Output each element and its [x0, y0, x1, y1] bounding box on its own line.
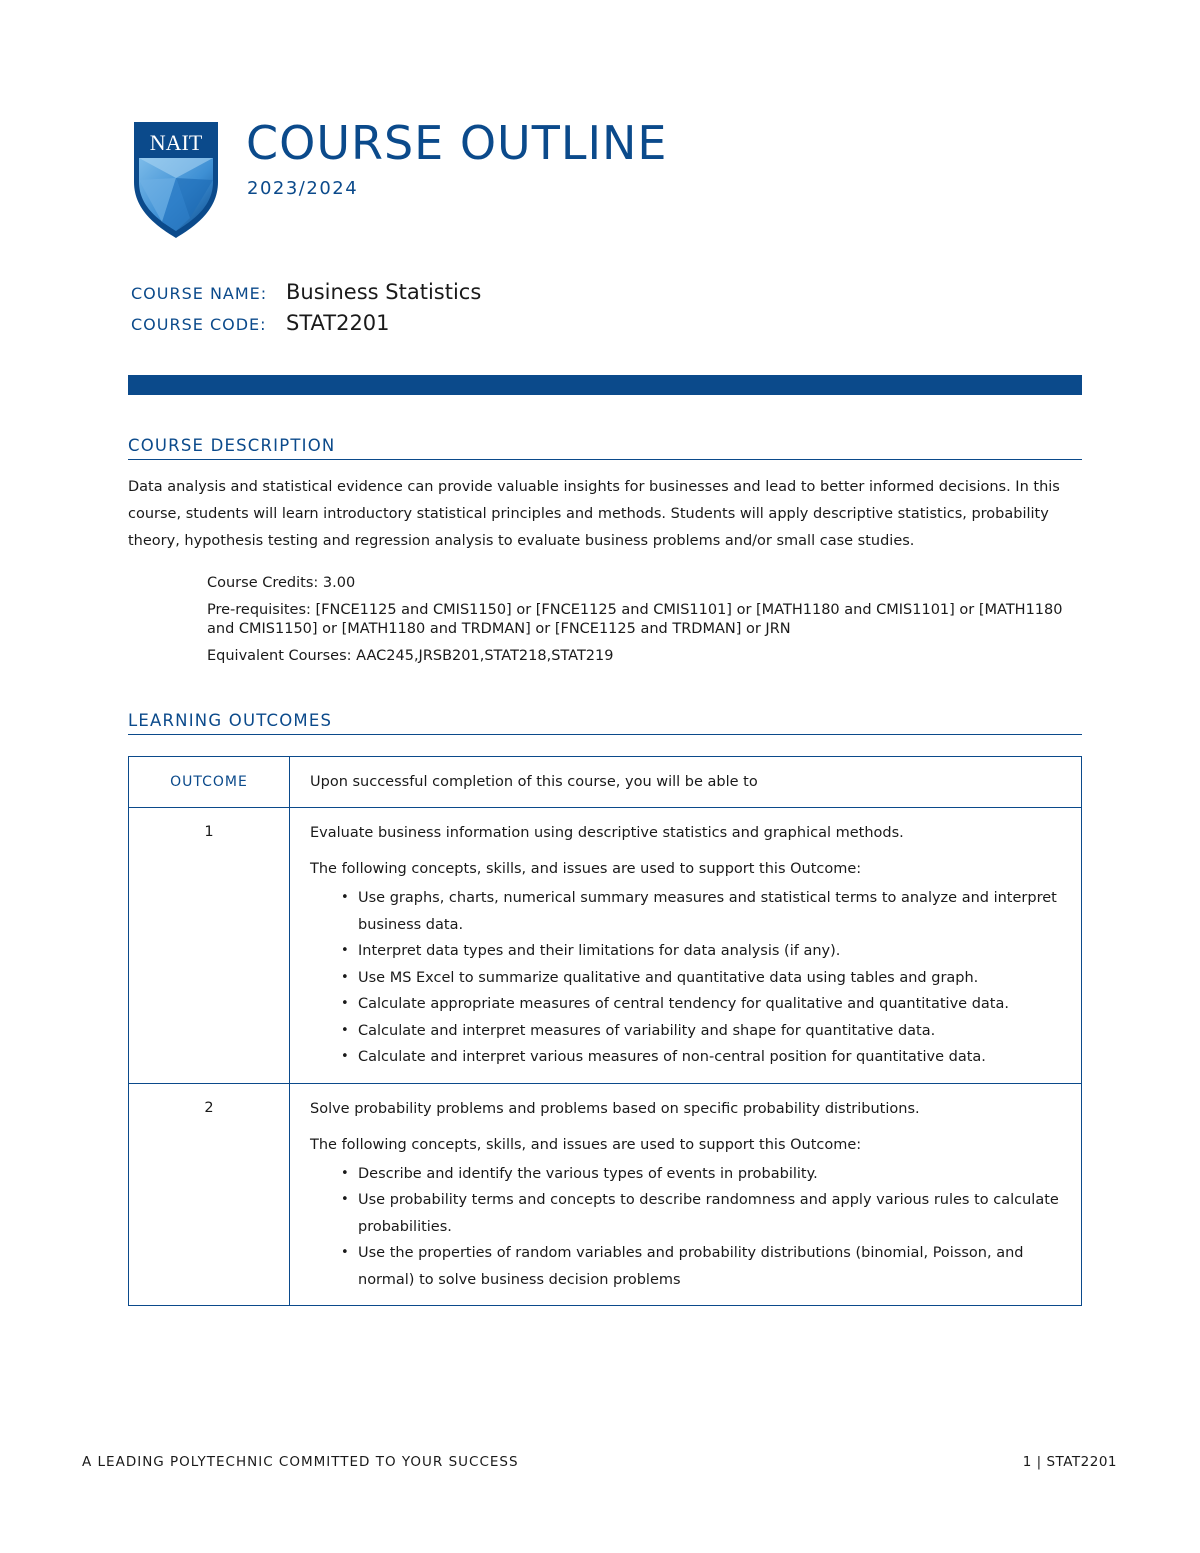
nait-logo	[132, 120, 220, 240]
list-item: • Calculate and interpret various measures of non-central position for quantitative data.	[358, 1044, 1061, 1071]
list-item: • Use MS Excel to summarize qualitative and quantitative data using tables and graph.	[358, 965, 1061, 992]
course-credits: Course Credits: 3.00	[207, 575, 356, 591]
course-name-value: Business Statistics	[286, 280, 482, 304]
list-item: • Calculate appropriate measures of central tendency for qualitative and quantitative data.	[358, 991, 1061, 1018]
course-name-row	[131, 280, 481, 304]
logo-text: NAIT	[149, 130, 203, 155]
outcome-body	[290, 808, 1082, 1084]
course-description-text: Data analysis and statistical evidence can provide valuable insights for businesses and lead to better informed decisions. In this course, students will learn introductory statistical principles and methods. Students will apply descriptive statistics, probability theory, hypothesis testing and regression analysis to evaluate business problems and/or small case studies.	[128, 479, 1060, 549]
table-row	[129, 1083, 1082, 1306]
academic-year: 2023/2024	[247, 178, 359, 199]
course-code-value: STAT2201	[286, 311, 390, 335]
equivalent-courses: Equivalent Courses: AAC245,JRSB201,STAT218,STAT219	[207, 648, 614, 664]
outcome-number: 1	[129, 808, 290, 1084]
list-item: • Describe and identify the various types of events in probability.	[358, 1161, 1061, 1188]
footer-tagline: A LEADING POLYTECHNIC COMMITTED TO YOUR SUCCESS	[82, 1454, 519, 1470]
course-name-label: COURSE NAME:	[131, 284, 268, 303]
outcome-column-header	[129, 757, 290, 808]
outcomes-header-row	[129, 757, 1082, 808]
course-details	[207, 574, 1079, 674]
outcome-body	[290, 1083, 1082, 1306]
table-row	[129, 808, 1082, 1084]
outcome-statement: Solve probability problems and problems based on specific probability distributions.	[310, 1100, 920, 1117]
outcome-column-label: OUTCOME	[170, 774, 248, 790]
outcome-number: 2	[129, 1083, 290, 1306]
course-description-heading: COURSE DESCRIPTION	[128, 436, 1082, 460]
list-item: • Interpret data types and their limitations for data analysis (if any).	[358, 938, 1061, 965]
outcome-support-intro: The following concepts, skills, and issues are used to support this Outcome:	[310, 861, 862, 877]
outcome-intro-header: Upon successful completion of this course, you will be able to	[290, 757, 1082, 808]
course-code-label: COURSE CODE:	[131, 315, 267, 334]
document-title: COURSE OUTLINE	[246, 116, 668, 170]
learning-outcomes-heading: LEARNING OUTCOMES	[128, 711, 1082, 735]
outcome-bullet-list	[310, 885, 1061, 1071]
course-code-row	[131, 311, 390, 335]
list-item: • Use probability terms and concepts to describe randomness and apply various rules to calculate probabilities.	[358, 1187, 1061, 1240]
footer-page-number: 1 | STAT2201	[1022, 1454, 1117, 1470]
list-item: • Use graphs, charts, numerical summary measures and statistical terms to analyze and interpret business data.	[358, 885, 1061, 938]
divider-bar	[128, 375, 1082, 395]
outcome-support-intro: The following concepts, skills, and issues are used to support this Outcome:	[310, 1136, 862, 1153]
list-item: • Calculate and interpret measures of variability and shape for quantitative data.	[358, 1018, 1061, 1045]
outcome-bullet-list	[310, 1161, 1061, 1294]
list-item: • Use the properties of random variables and probability distributions (binomial, Poisson, and normal) to solve business decision problems	[358, 1240, 1061, 1293]
outcome-statement: Evaluate business information using descriptive statistics and graphical methods.	[310, 825, 904, 841]
course-prerequisites: Pre-requisites: [FNCE1125 and CMIS1150] or [FNCE1125 and CMIS1101] or [MATH1180 and CMIS1101] or [MATH1180 and CMIS1150] or [MATH1180 and TRDMAN] or [FNCE1125 and TRDMAN] or JRN	[207, 602, 1063, 637]
outcomes-table	[128, 756, 1082, 1306]
